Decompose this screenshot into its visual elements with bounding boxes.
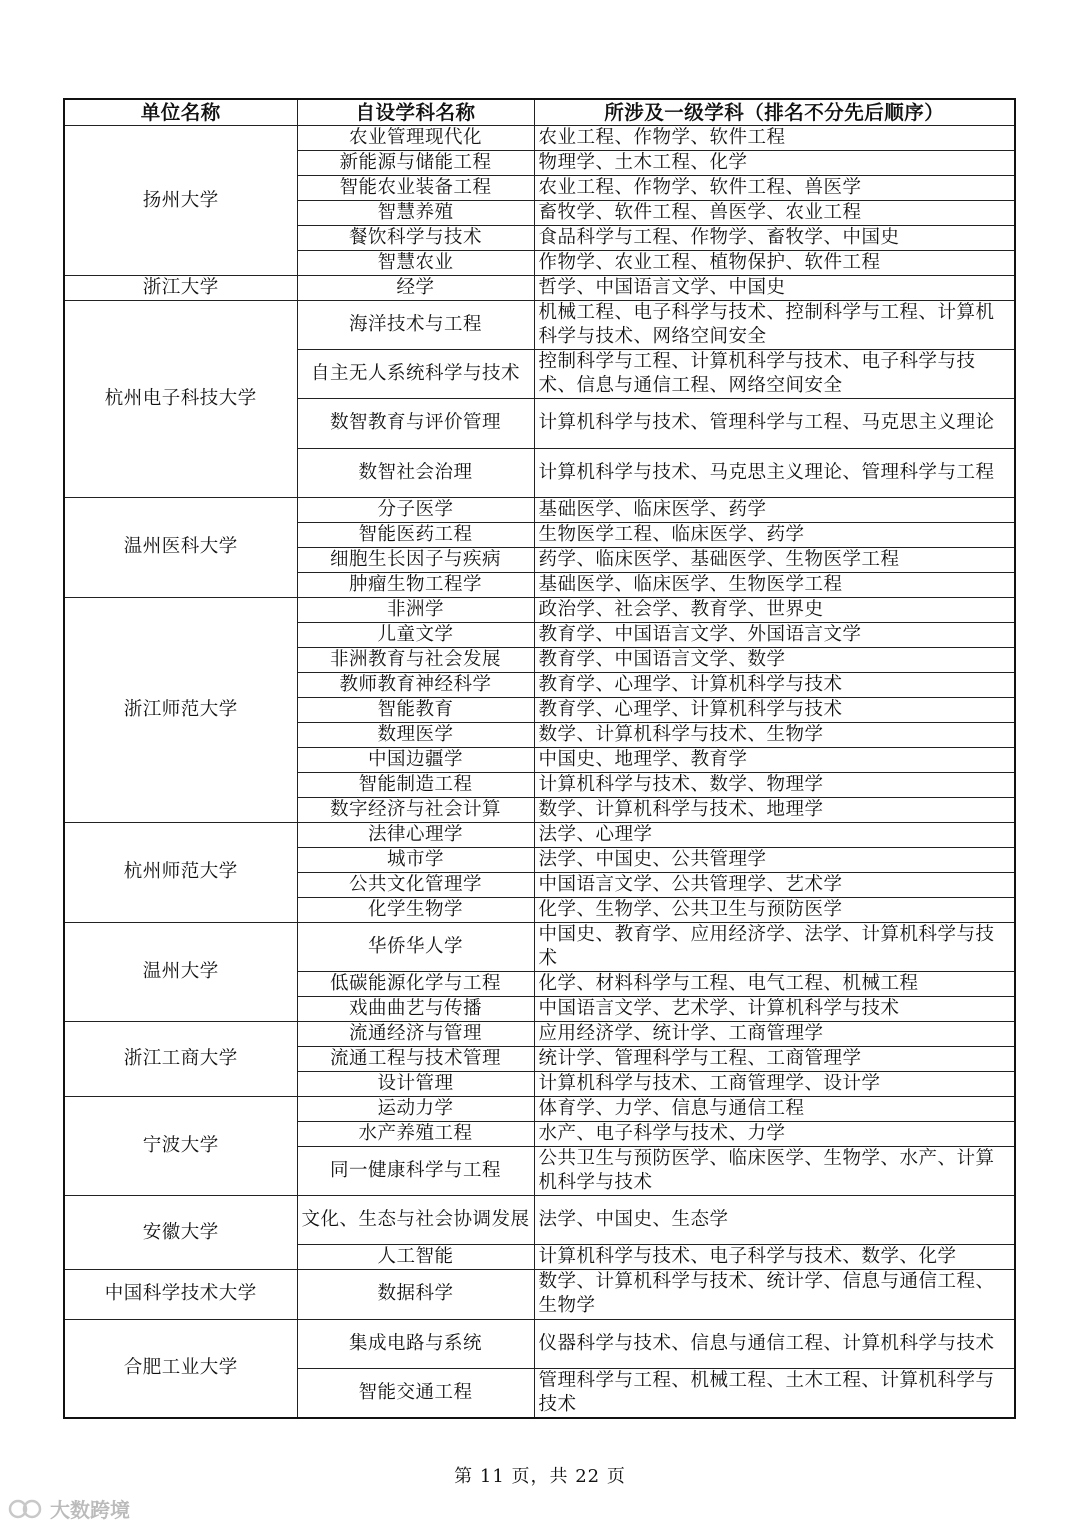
disciplines-cell: 数学、计算机科学与技术、地理学	[534, 797, 1015, 822]
table-row	[64, 597, 1015, 622]
subject-name-cell: 文化、生态与社会协调发展	[297, 1196, 534, 1245]
disciplines-cell: 教育学、心理学、计算机科学与技术	[534, 697, 1015, 722]
table-row	[64, 822, 1015, 847]
table-header-row	[64, 99, 1015, 126]
header-subject-name: 自设学科名称	[297, 99, 534, 126]
table-row	[64, 922, 1015, 971]
subject-name-cell: 公共文化管理学	[297, 872, 534, 897]
subject-name-cell: 数据科学	[297, 1270, 534, 1319]
table-row	[64, 126, 1015, 151]
table-row	[64, 1270, 1015, 1319]
disciplines-cell: 中国语言文学、公共管理学、艺术学	[534, 872, 1015, 897]
subject-name-cell: 智能医药工程	[297, 522, 534, 547]
table-row	[64, 1021, 1015, 1046]
disciplines-cell: 公共卫生与预防医学、临床医学、生物学、水产、计算机科学与技术	[534, 1146, 1015, 1195]
subject-name-cell: 餐饮科学与技术	[297, 226, 534, 251]
subject-name-cell: 智能教育	[297, 697, 534, 722]
disciplines-cell: 化学、生物学、公共卫生与预防医学	[534, 897, 1015, 922]
subject-name-cell: 非洲教育与社会发展	[297, 647, 534, 672]
subject-name-cell: 法律心理学	[297, 822, 534, 847]
disciplines-cell: 仪器科学与技术、信息与通信工程、计算机科学与技术	[534, 1319, 1015, 1368]
disciplines-cell: 教育学、中国语言文学、外国语言文学	[534, 622, 1015, 647]
subject-name-cell: 智能农业装备工程	[297, 176, 534, 201]
subject-name-cell: 低碳能源化学与工程	[297, 971, 534, 996]
disciplines-cell: 化学、材料科学与工程、电气工程、机械工程	[534, 971, 1015, 996]
disciplines-cell: 畜牧学、软件工程、兽医学、农业工程	[534, 201, 1015, 226]
disciplines-cell: 农业工程、作物学、软件工程、兽医学	[534, 176, 1015, 201]
subject-name-cell: 儿童文学	[297, 622, 534, 647]
subject-name-cell: 农业管理现代化	[297, 126, 534, 151]
disciplines-cell: 法学、中国史、公共管理学	[534, 847, 1015, 872]
unit-name-cell: 浙江大学	[64, 276, 297, 301]
unit-name-cell: 扬州大学	[64, 126, 297, 276]
disciplines-cell: 农业工程、作物学、软件工程	[534, 126, 1015, 151]
disciplines-cell: 法学、中国史、生态学	[534, 1196, 1015, 1245]
disciplines-cell: 中国语言文学、艺术学、计算机科学与技术	[534, 996, 1015, 1021]
subject-name-cell: 城市学	[297, 847, 534, 872]
subject-name-cell: 华侨华人学	[297, 922, 534, 971]
subject-name-cell: 人工智能	[297, 1245, 534, 1270]
subject-name-cell: 化学生物学	[297, 897, 534, 922]
subject-name-cell: 集成电路与系统	[297, 1319, 534, 1368]
subject-name-cell: 运动力学	[297, 1096, 534, 1121]
subject-name-cell: 智慧农业	[297, 251, 534, 276]
table-row	[64, 301, 1015, 350]
subject-name-cell: 智能制造工程	[297, 772, 534, 797]
disciplines-cell: 基础医学、临床医学、药学	[534, 497, 1015, 522]
table-body	[64, 126, 1015, 1418]
unit-name-cell: 温州大学	[64, 922, 297, 1021]
disciplines-cell: 机械工程、电子科学与技术、控制科学与工程、计算机科学与技术、网络空间安全	[534, 301, 1015, 350]
subject-name-cell: 戏曲曲艺与传播	[297, 996, 534, 1021]
subject-name-cell: 经学	[297, 276, 534, 301]
disciplines-cell: 管理科学与工程、机械工程、土木工程、计算机科学与技术	[534, 1368, 1015, 1418]
page-number: 第 11 页，共 22 页	[454, 1466, 626, 1487]
disciplines-cell: 统计学、管理科学与工程、工商管理学	[534, 1046, 1015, 1071]
disciplines-cell: 计算机科学与技术、工商管理学、设计学	[534, 1071, 1015, 1096]
disciplines-cell: 哲学、中国语言文学、中国史	[534, 276, 1015, 301]
subject-name-cell: 教师教育神经科学	[297, 672, 534, 697]
disciplines-cell: 数学、计算机科学与技术、生物学	[534, 722, 1015, 747]
disciplines-cell: 中国史、地理学、教育学	[534, 747, 1015, 772]
disciplines-cell: 水产、电子科学与技术、力学	[534, 1121, 1015, 1146]
disciplines-cell: 计算机科学与技术、马克思主义理论、管理科学与工程	[534, 448, 1015, 497]
discipline-table	[63, 98, 1016, 1419]
subject-name-cell: 数智教育与评价管理	[297, 399, 534, 448]
subject-name-cell: 海洋技术与工程	[297, 301, 534, 350]
unit-name-cell: 杭州师范大学	[64, 822, 297, 922]
unit-name-cell: 宁波大学	[64, 1096, 297, 1195]
subject-name-cell: 非洲学	[297, 597, 534, 622]
disciplines-cell: 计算机科学与技术、管理科学与工程、马克思主义理论	[534, 399, 1015, 448]
disciplines-cell: 教育学、中国语言文学、数学	[534, 647, 1015, 672]
table-row	[64, 1096, 1015, 1121]
table-row	[64, 1196, 1015, 1245]
subject-name-cell: 细胞生长因子与疾病	[297, 547, 534, 572]
disciplines-cell: 应用经济学、统计学、工商管理学	[534, 1021, 1015, 1046]
subject-name-cell: 数字经济与社会计算	[297, 797, 534, 822]
table-row	[64, 497, 1015, 522]
disciplines-cell: 基础医学、临床医学、生物医学工程	[534, 572, 1015, 597]
subject-name-cell: 流通经济与管理	[297, 1021, 534, 1046]
header-unit-name: 单位名称	[64, 99, 297, 126]
disciplines-cell: 食品科学与工程、作物学、畜牧学、中国史	[534, 226, 1015, 251]
unit-name-cell: 安徽大学	[64, 1196, 297, 1270]
disciplines-cell: 中国史、教育学、应用经济学、法学、计算机科学与技术	[534, 922, 1015, 971]
subject-name-cell: 新能源与储能工程	[297, 151, 534, 176]
subject-name-cell: 同一健康科学与工程	[297, 1146, 534, 1195]
subject-name-cell: 流通工程与技术管理	[297, 1046, 534, 1071]
subject-name-cell: 分子医学	[297, 497, 534, 522]
subject-name-cell: 智慧养殖	[297, 201, 534, 226]
disciplines-cell: 计算机科学与技术、数学、物理学	[534, 772, 1015, 797]
watermark-logo-icon	[8, 1498, 46, 1520]
disciplines-cell: 教育学、心理学、计算机科学与技术	[534, 672, 1015, 697]
subject-name-cell: 水产养殖工程	[297, 1121, 534, 1146]
disciplines-cell: 生物医学工程、临床医学、药学	[534, 522, 1015, 547]
disciplines-cell: 计算机科学与技术、电子科学与技术、数学、化学	[534, 1245, 1015, 1270]
unit-name-cell: 浙江师范大学	[64, 597, 297, 822]
subject-name-cell: 智能交通工程	[297, 1368, 534, 1418]
subject-name-cell: 中国边疆学	[297, 747, 534, 772]
unit-name-cell: 浙江工商大学	[64, 1021, 297, 1096]
unit-name-cell: 中国科学技术大学	[64, 1270, 297, 1319]
subject-name-cell: 自主无人系统科学与技术	[297, 350, 534, 399]
disciplines-cell: 体育学、力学、信息与通信工程	[534, 1096, 1015, 1121]
table-row	[64, 276, 1015, 301]
disciplines-cell: 数学、计算机科学与技术、统计学、信息与通信工程、生物学	[534, 1270, 1015, 1319]
subject-name-cell: 设计管理	[297, 1071, 534, 1096]
subject-name-cell: 数智社会治理	[297, 448, 534, 497]
table-row	[64, 1319, 1015, 1368]
header-first-level-disciplines: 所涉及一级学科（排名不分先后顺序）	[534, 99, 1015, 126]
subject-name-cell: 数理医学	[297, 722, 534, 747]
disciplines-cell: 法学、心理学	[534, 822, 1015, 847]
unit-name-cell: 温州医科大学	[64, 497, 297, 597]
disciplines-cell: 控制科学与工程、计算机科学与技术、电子科学与技术、信息与通信工程、网络空间安全	[534, 350, 1015, 399]
watermark-text: 大数跨境	[50, 1498, 130, 1522]
subject-name-cell: 肿瘤生物工程学	[297, 572, 534, 597]
disciplines-cell: 作物学、农业工程、植物保护、软件工程	[534, 251, 1015, 276]
unit-name-cell: 杭州电子科技大学	[64, 301, 297, 498]
disciplines-cell: 物理学、土木工程、化学	[534, 151, 1015, 176]
disciplines-cell: 政治学、社会学、教育学、世界史	[534, 597, 1015, 622]
watermark	[8, 1494, 130, 1523]
unit-name-cell: 合肥工业大学	[64, 1319, 297, 1418]
disciplines-cell: 药学、临床医学、基础医学、生物医学工程	[534, 547, 1015, 572]
